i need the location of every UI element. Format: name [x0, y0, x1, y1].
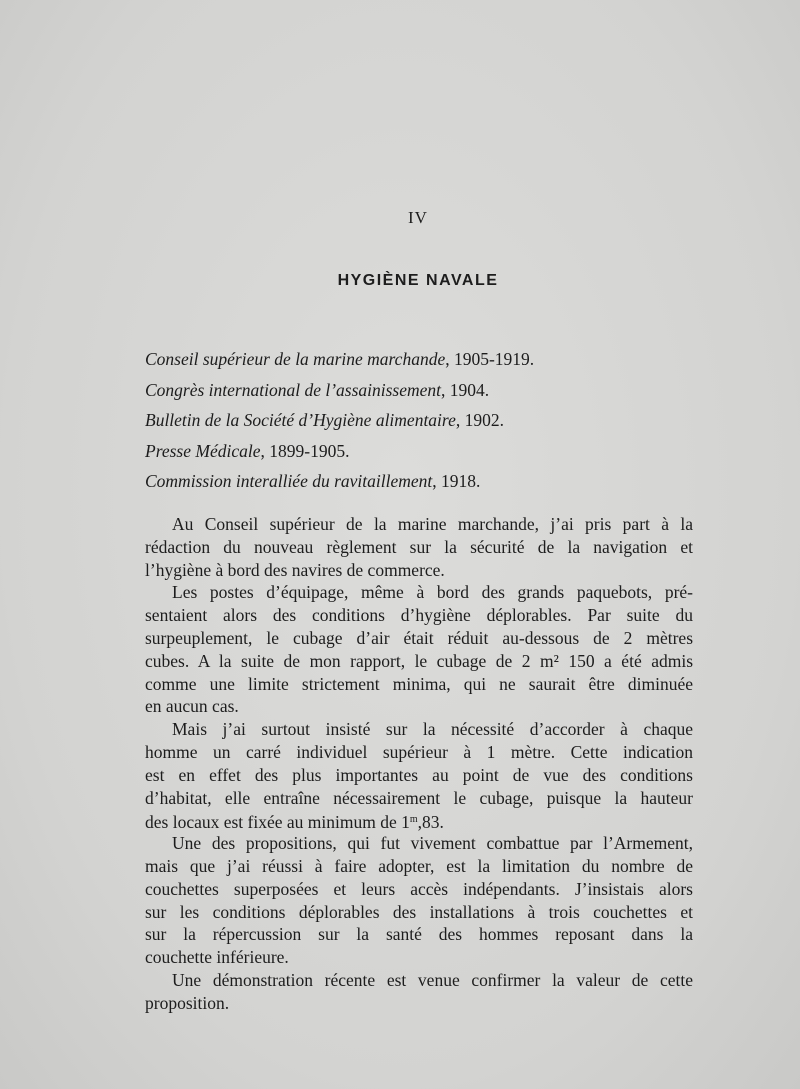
- text-line: l’hygiène à bord des navires de commerce.: [145, 559, 445, 580]
- chapter-number: IV: [408, 208, 428, 227]
- chapter-title: HYGIÈNE NAVALE: [337, 272, 499, 289]
- text-line: Une démonstration récente est venue confirmer la valeur de cette: [172, 969, 693, 990]
- text-line: est en effet des plus importantes au point de vue des conditions: [145, 764, 693, 785]
- measure-text: des locaux est fixée au minimum de 1: [145, 812, 410, 833]
- text-line: d’habitat, elle entraîne nécessairement le cubage, puisque la hauteur: [145, 787, 693, 808]
- text-line: surpeuplement, le cubage d’air était réduit au-dessous de 2 mètres: [145, 627, 693, 648]
- text-line: sur les conditions déplorables des installations à trois couchettes et: [145, 901, 693, 922]
- body-text: [145, 513, 693, 1015]
- text-line: proposition.: [145, 992, 230, 1013]
- text-line: Une des propositions, qui fut vivement combattue par l’Armement,: [172, 833, 693, 854]
- text-line: sur la répercussion sur la santé des hommes reposant dans la: [145, 924, 693, 945]
- source-title: Conseil supérieur de la marine marchande: [145, 349, 446, 369]
- source-title: Presse Médicale: [145, 440, 261, 461]
- text-line: sentaient alors des conditions d’hygiène déplorables. Par suite du: [145, 605, 693, 626]
- sources-list: [145, 344, 705, 497]
- text-line: cubes. A la suite de mon rapport, le cubage de 2 m² 150 a été admis: [145, 650, 693, 671]
- source-years: , 1905-1919.: [445, 349, 535, 369]
- source-item: [145, 466, 705, 497]
- text-line: Mais j’ai surtout insisté sur la nécessité d’accorder à chaque: [172, 719, 693, 740]
- text-line: comme une limite strictement minima, qui ne saurait être diminuée: [145, 673, 693, 694]
- source-title: Bulletin de la Société d’Hygiène alimentaire: [145, 410, 456, 430]
- text-line: homme un carré individuel supérieur à 1 mètre. Cette indication: [145, 741, 693, 762]
- text-line: mais que j’ai réussi à faire adopter, est la limitation du nombre de: [145, 855, 693, 876]
- text-line: Les postes d’équipage, même à bord des grands paquebots, pré-: [172, 582, 693, 603]
- source-years: , 1904.: [441, 379, 490, 400]
- text-line: couchettes superposées et leurs accès indépendants. J’insistais alors: [145, 878, 693, 899]
- text-line: Au Conseil supérieur de la marine marchande, j’ai pris part à la: [172, 514, 693, 534]
- source-title: Congrès international de l’assainissement: [145, 379, 442, 400]
- source-years: , 1899-1905.: [260, 440, 350, 461]
- source-item: [145, 436, 705, 467]
- source-item: [145, 405, 705, 436]
- measure-superscript: m: [409, 814, 418, 826]
- source-item: [145, 344, 705, 375]
- source-item: [145, 375, 705, 406]
- source-title: Commission interalliée du ravitaillement: [145, 471, 433, 491]
- text-line: en aucun cas.: [145, 696, 239, 717]
- text-line: rédaction du nouveau règlement sur la sécurité de la navigation et: [145, 536, 693, 557]
- text-line: [145, 809, 693, 832]
- measure-tail: ,83.: [417, 812, 444, 833]
- source-years: , 1918.: [432, 471, 481, 491]
- source-years: , 1902.: [455, 410, 504, 430]
- text-line: couchette inférieure.: [145, 947, 289, 968]
